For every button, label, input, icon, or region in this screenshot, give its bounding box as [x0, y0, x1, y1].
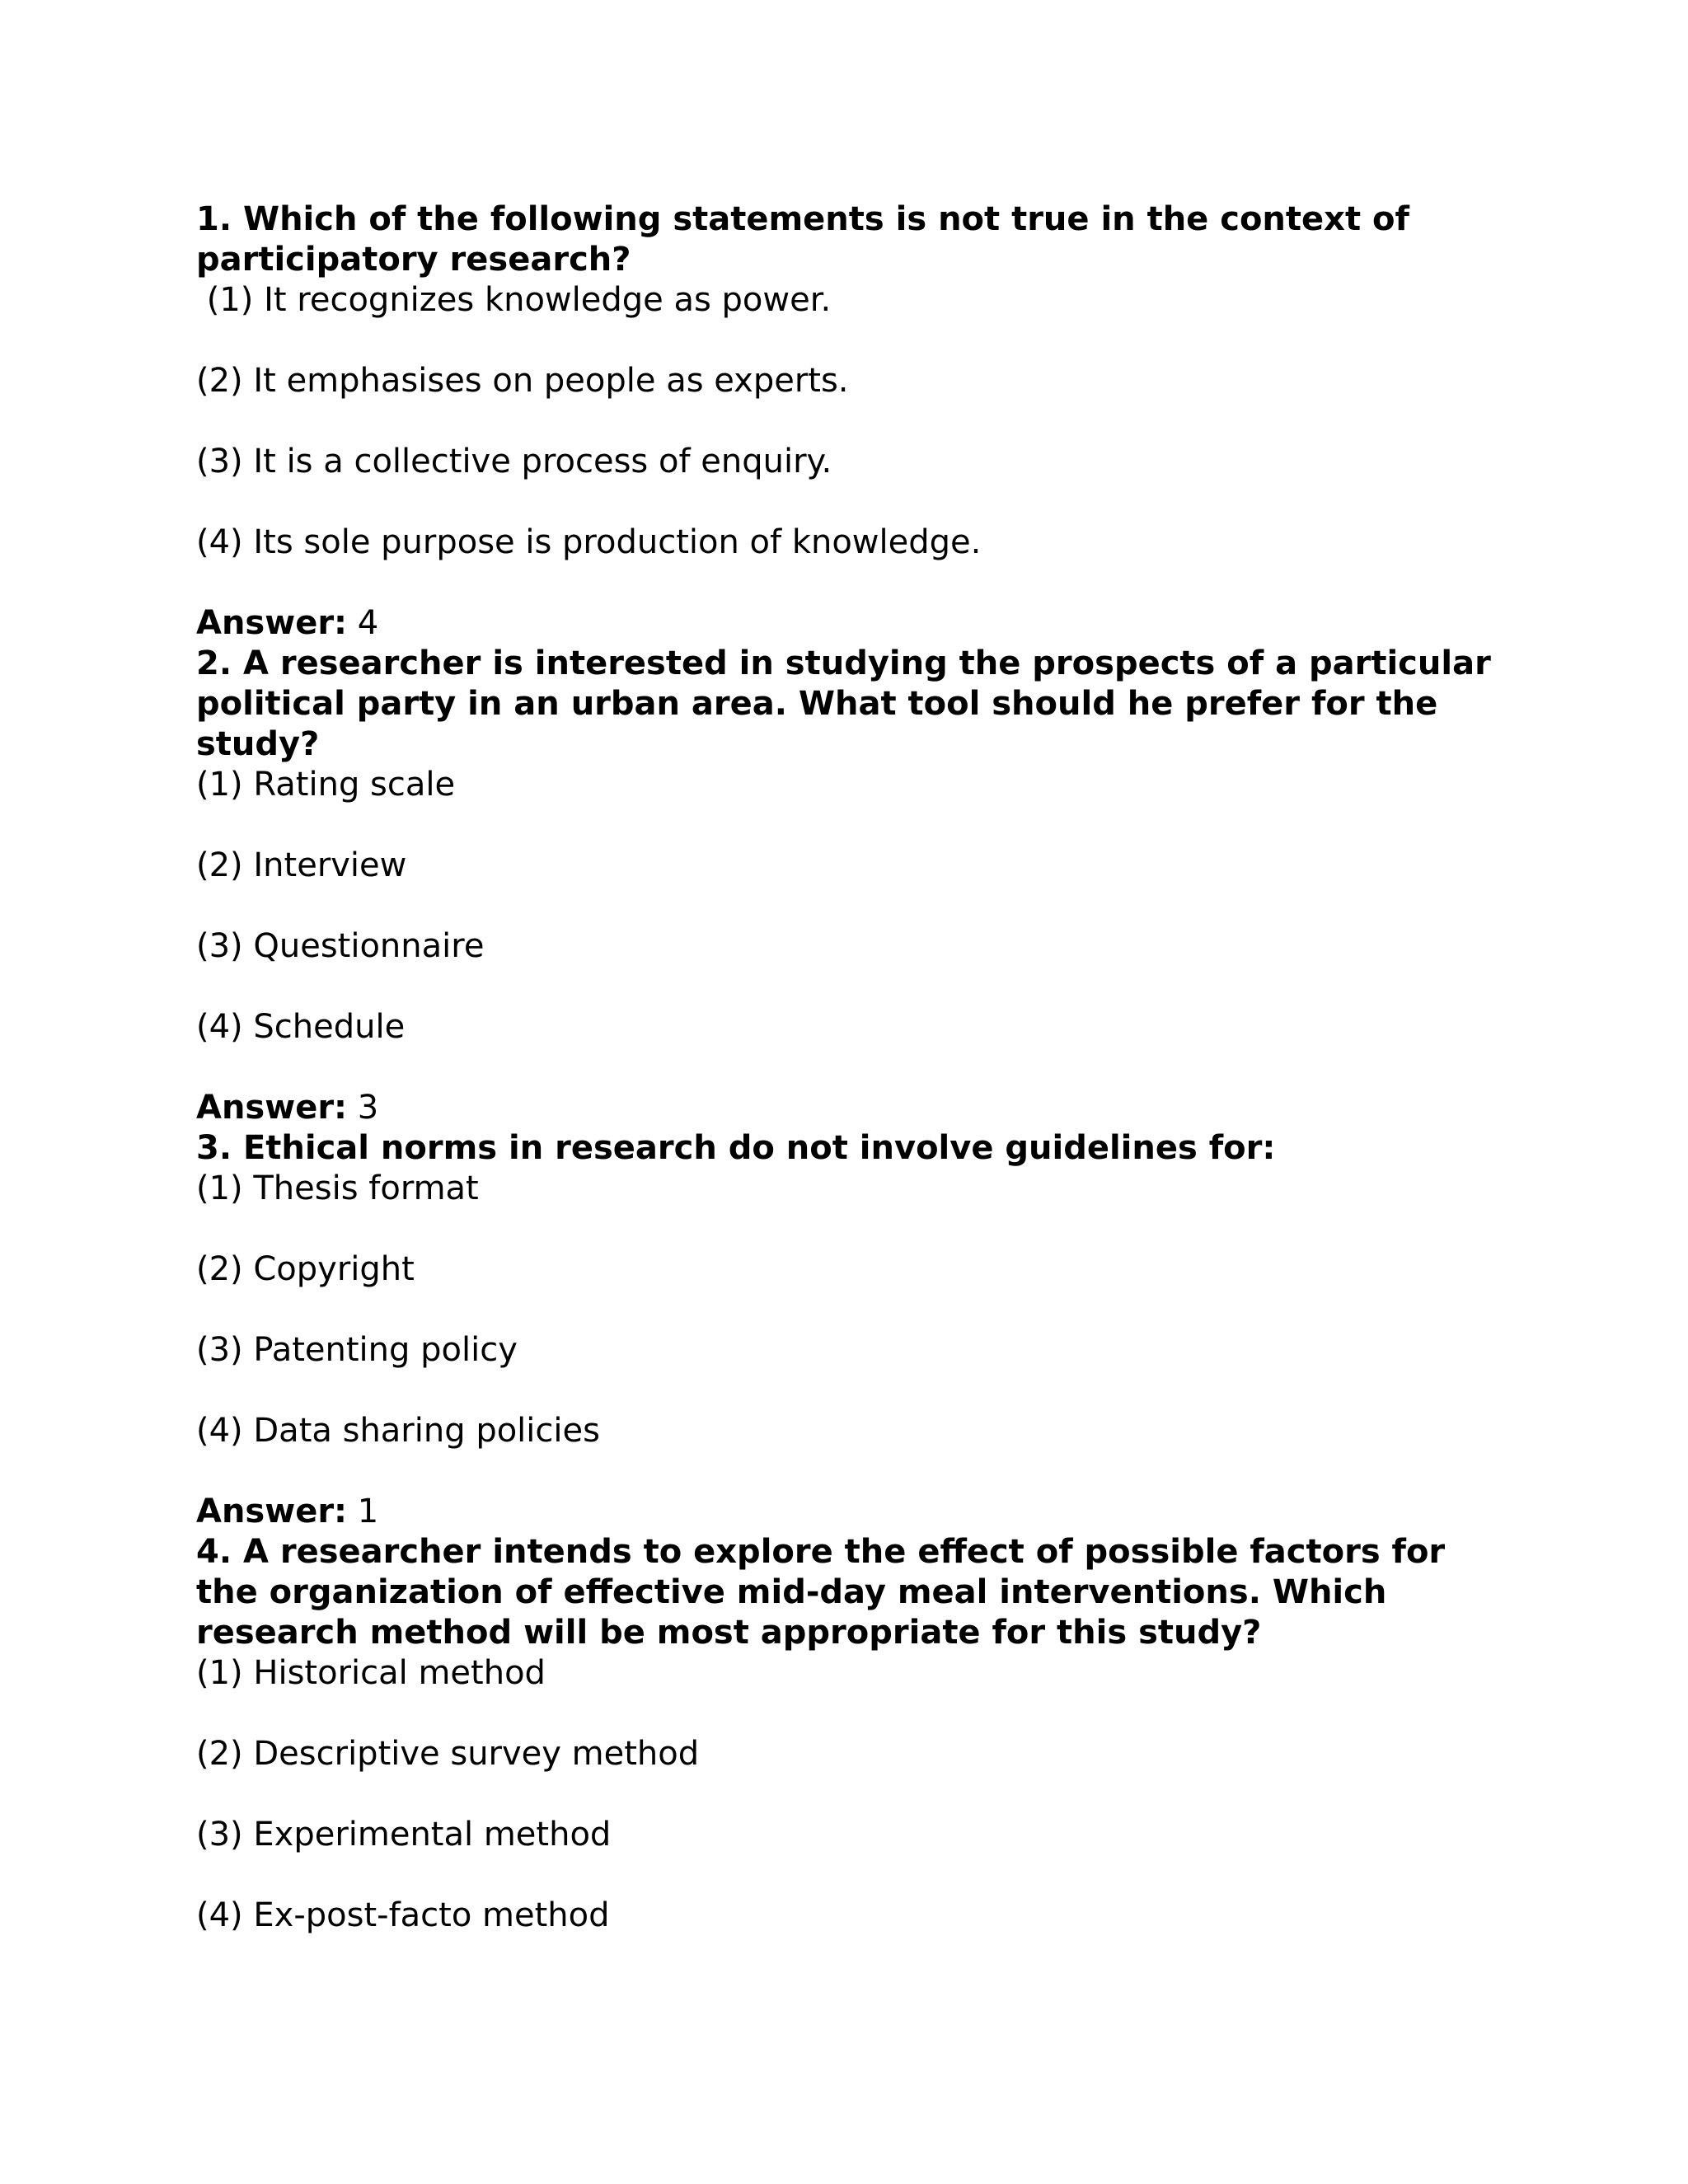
- option-2: (2) Descriptive survey method: [196, 1735, 700, 1773]
- answer-value: 1: [357, 1493, 379, 1530]
- option-3: (3) It is a collective process of enquiry.: [196, 443, 832, 480]
- option-4: (4) Data sharing policies: [196, 1412, 600, 1450]
- option-3: (3) Experimental method: [196, 1816, 612, 1854]
- answer-line: [196, 1088, 1515, 1128]
- answer-label: Answer:: [196, 604, 348, 642]
- option-3: (3) Patenting policy: [196, 1331, 518, 1369]
- option-1: (1) Historical method: [196, 1654, 546, 1692]
- answer-line: [196, 603, 1515, 644]
- answer-value: 3: [357, 1089, 379, 1127]
- question-title: 4. A researcher intends to explore the effect of possible factors for the organization of effective mid-day meal interventions. Which research method will be most appropriate for this study?: [196, 1533, 1446, 1652]
- option-1: (1) Rating scale: [196, 766, 456, 804]
- option-2: (2) Interview: [196, 846, 407, 884]
- question-title: 3. Ethical norms in research do not involve guidelines for:: [196, 1129, 1276, 1167]
- option-1: (1) It recognizes knowledge as power.: [196, 281, 832, 319]
- option-2: (2) Copyright: [196, 1250, 415, 1288]
- answer-line: [196, 1492, 1515, 1532]
- option-4: (4) Its sole purpose is production of knowledge.: [196, 523, 982, 561]
- option-4: (4) Schedule: [196, 1008, 406, 1046]
- question-2: [196, 644, 1515, 1128]
- question-1: [196, 199, 1515, 644]
- answer-value: 4: [357, 604, 379, 642]
- answer-label: Answer:: [196, 1493, 348, 1530]
- option-1: (1) Thesis format: [196, 1169, 479, 1207]
- option-4: (4) Ex-post-facto method: [196, 1896, 610, 1934]
- question-4: [196, 1532, 1515, 1936]
- option-2: (2) It emphasises on people as experts.: [196, 362, 849, 400]
- document-page: [196, 199, 1515, 1976]
- answer-label: Answer:: [196, 1089, 348, 1127]
- option-3: (3) Questionnaire: [196, 927, 485, 965]
- question-3: [196, 1128, 1515, 1532]
- question-title: 1. Which of the following statements is not true in the context of participatory research?: [196, 200, 1409, 279]
- question-title: 2. A researcher is interested in studying the prospects of a particular political party in an urban area. What tool should he prefer for the study?: [196, 644, 1491, 763]
